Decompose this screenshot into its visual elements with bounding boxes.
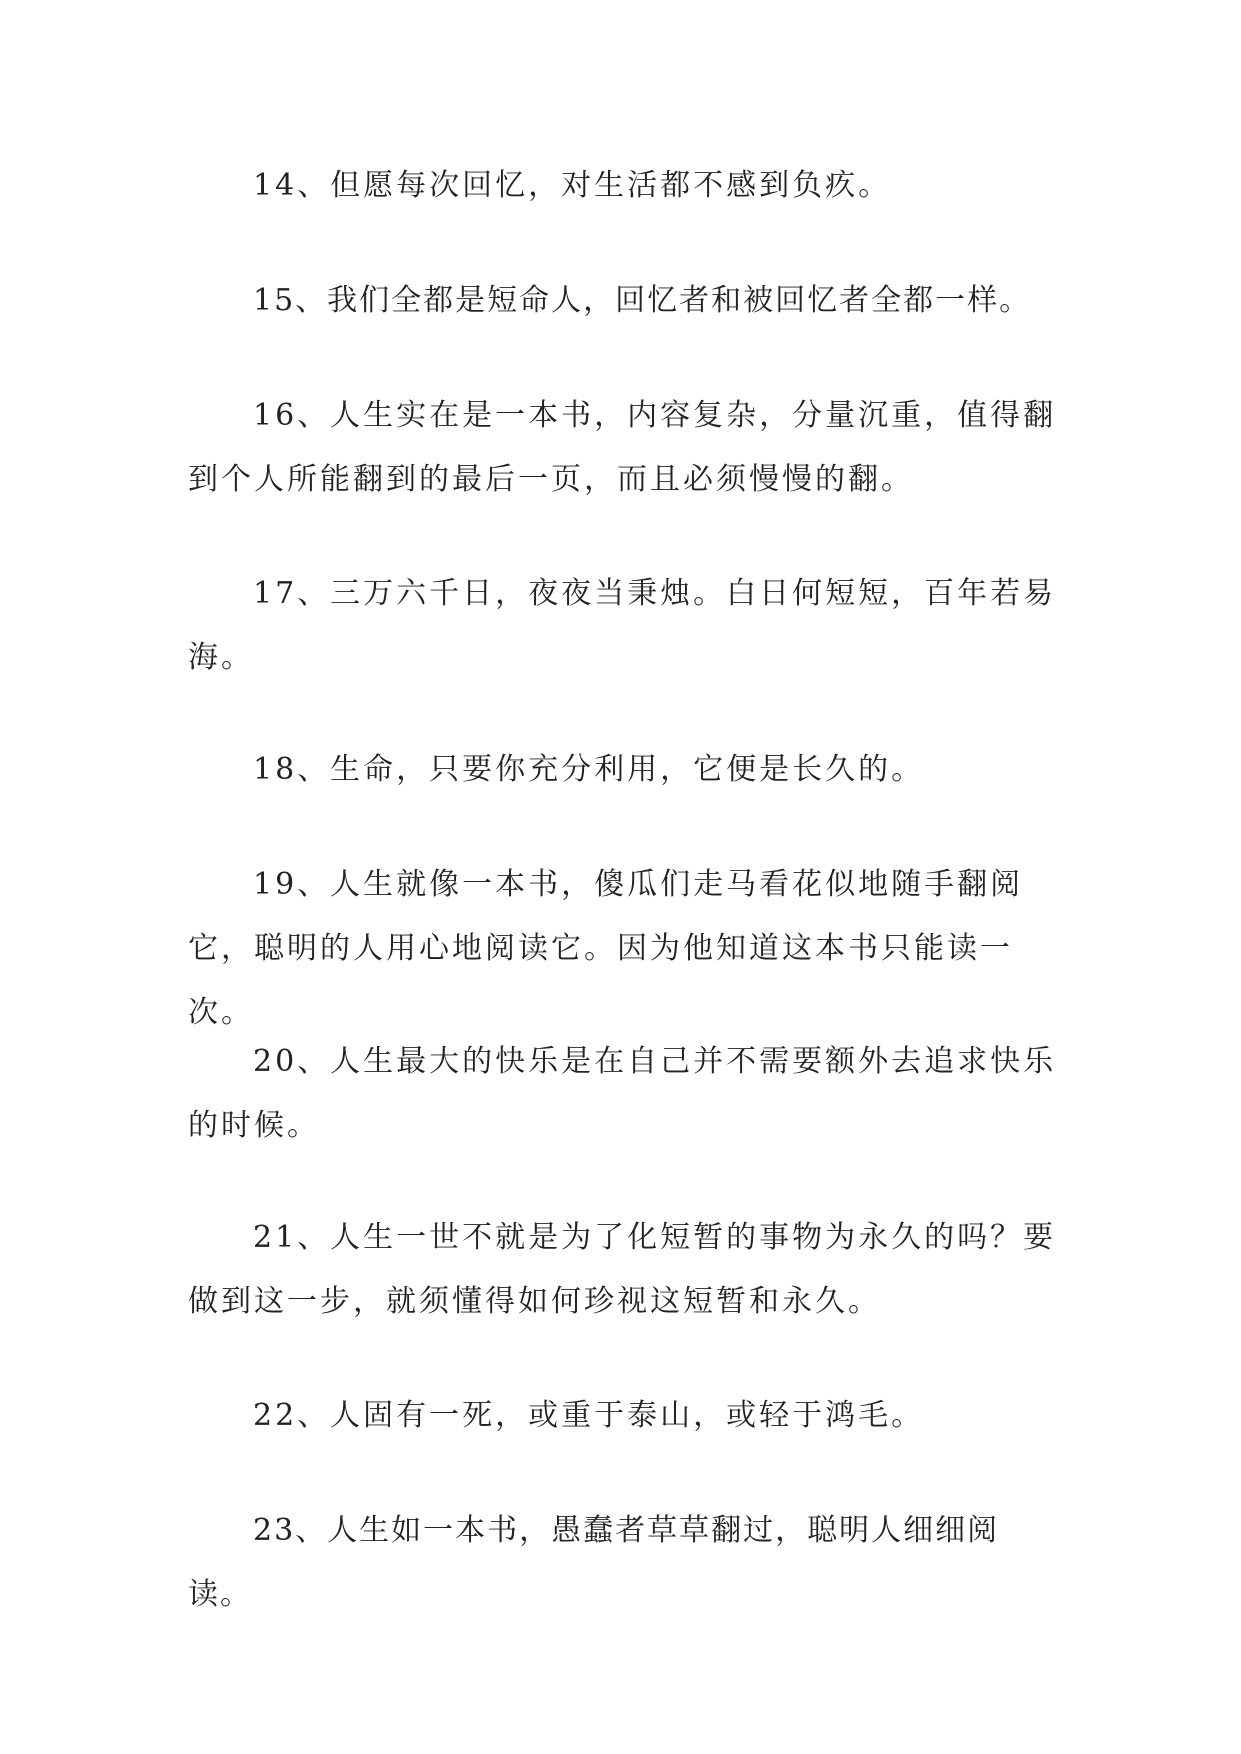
- quote-paragraph-18: 18、生命，只要你充分利用，它便是长久的。: [253, 752, 925, 787]
- quote-paragraph-17: 17、三万六千日，夜夜当秉烛。白日何短短，百年若易海。: [188, 576, 1057, 675]
- quote-paragraph-19: 19、人生就像一本书，傻瓜们走马看花似地随手翻阅它，聪明的人用心地阅读它。因为他知道这本书只能读一次。: [188, 867, 1024, 1030]
- quote-paragraph-22: 22、人固有一死，或重于泰山，或轻于鸿毛。: [253, 1398, 925, 1433]
- quote-paragraph-23: 23、人生如一本书，愚蠢者草草翻过，聪明人细细阅读。: [188, 1513, 1000, 1612]
- quote-paragraph-21: 21、人生一世不就是为了化短暂的事物为永久的吗？要做到这一步，就须懂得如何珍视这短暂和永久。: [188, 1220, 1057, 1319]
- quote-paragraph-20: 20、人生最大的快乐是在自己并不需要额外去追求快乐的时候。: [188, 1044, 1057, 1143]
- quote-paragraph-15: 15、我们全都是短命人，回忆者和被回忆者全都一样。: [253, 283, 1032, 318]
- quote-paragraph-14: 14、但愿每次回忆，对生活都不感到负疚。: [253, 168, 892, 203]
- quote-paragraph-16: 16、人生实在是一本书，内容复杂，分量沉重，值得翻到个人所能翻到的最后一页，而且必须慢慢的翻。: [188, 398, 1057, 497]
